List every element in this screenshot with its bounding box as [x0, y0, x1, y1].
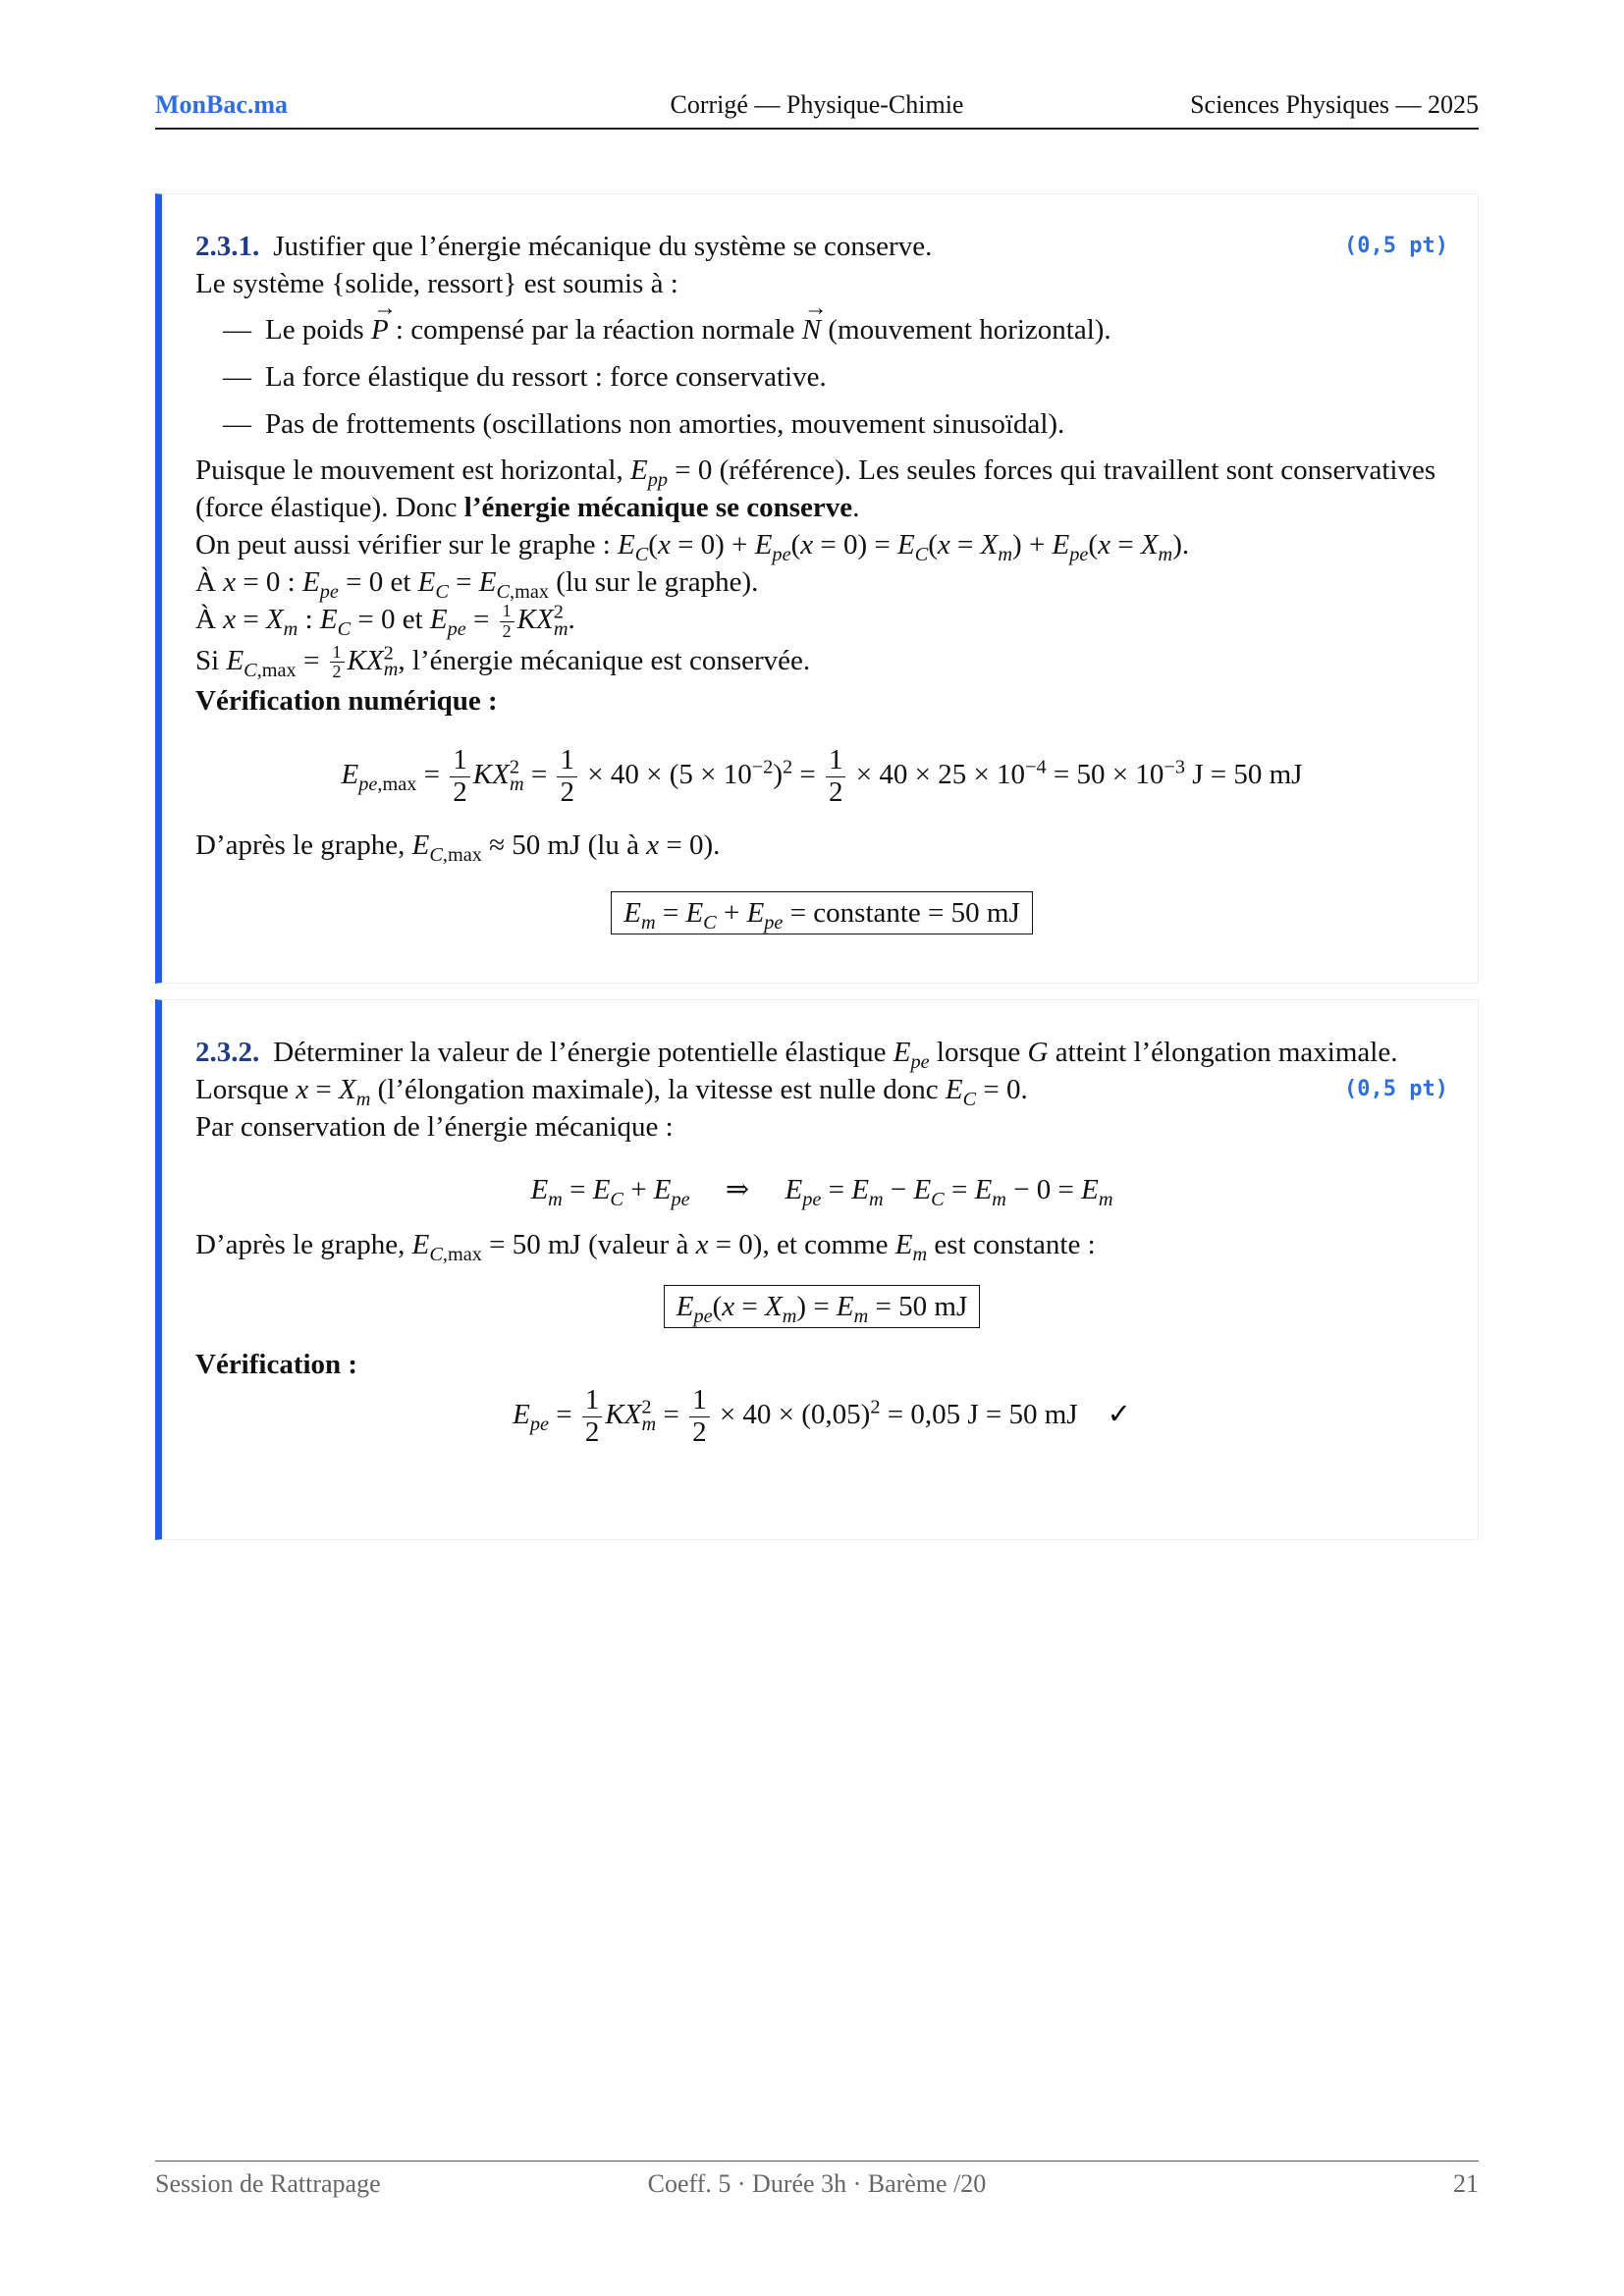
conservation-equation: $E_m = E_C + E_{pe}$ ⇒ $E_{pe} = E_m - E_C = E_m - 0 = E_m$ — [530, 1174, 1113, 1210]
header-subject: Sciences Physiques — 2025 — [1190, 90, 1479, 119]
page-number: 21 — [1453, 2169, 1479, 2198]
header-title: Corrigé — Physique-Chimie — [670, 90, 964, 119]
forces-list — [195, 310, 1448, 444]
points-badge: (0,5 pt) — [1344, 1077, 1448, 1101]
verification-title: Vérification numérique : — [195, 685, 498, 718]
case-xm: À $x = X_m$ : $E_C = 0$ et $E_{pe}$ = $\frac{1}{2}$ $KX^2_m$. — [195, 601, 575, 641]
verification-title: Vérification : — [195, 1349, 358, 1380]
page-header — [155, 90, 1479, 130]
question-statement — [195, 228, 1448, 265]
numeric-verification-equation: $E_{pe,max}$ = $\frac{1}{2}$ $KX^2_m$ = $\frac{1}{2}$ × $40 \times (5 \times 10^{-2})^2$ = $\frac{1}{2}$ × $40 \times 25 \times 10^{-4} = 50 \times 10^{-3}$ J = 50 mJ — [341, 744, 1303, 809]
graph-reading: D’après le graphe, $E_{C,max} \approx 50$ mJ (lu à x = 0). — [195, 829, 721, 866]
footer-session: Session de Rattrapage — [155, 2169, 381, 2198]
graph-reading: D’après le graphe, $E_{C,max} = 50$ mJ (valeur à x = 0), et comme $E_m$ est constante : — [195, 1229, 1096, 1265]
conservation-line: Par conservation de l’énergie mécanique : — [195, 1111, 674, 1143]
footer-info: Coeff. 5 · Durée 3h · Barème /20 — [647, 2169, 987, 2198]
graph-check-line: On peut aussi vérifier sur le graphe : $E_C(x = 0) + E_{pe}(x = 0) = E_C(x = X_m) + E_{pe}(x = X_m)$. — [195, 529, 1190, 565]
boxed-result: $E_{pe}(x = X_m) = E_m = 50$ mJ — [664, 1285, 981, 1328]
page-footer — [155, 2161, 1479, 2199]
verification-equation: $E_{pe}$ = $\frac{1}{2}$ $KX^2_m$ = $\frac{1}{2}$ × $40 \times (0,05)^2 = 0,05$ J = 50 mJ ✓ — [513, 1384, 1131, 1448]
list-item: — Pas de frottements (oscillations non amorties, mouvement sinusoïdal). — [223, 408, 1065, 440]
result-box-container — [195, 891, 1448, 934]
question-card-2-3-1 — [155, 193, 1479, 984]
zero-speed-line: Lorsque $x = X_m$ (l’élongation maximale), la vitesse est nulle donc $E_C = 0$. — [195, 1074, 1028, 1110]
case-x0: À x = 0 : $E_{pe} = 0$ et $E_C = E_{C,max}$ (lu sur le graphe). — [195, 566, 759, 603]
explanation-paragraph: Puisque le mouvement est horizontal, $E_{pp} = 0$ (référence). Les seules forces qui travaillent sont conservatives (force élastique). Donc l’énergie mécanique se conserve. — [195, 454, 1436, 523]
question-number: 2.3.1. — [195, 231, 260, 262]
points-badge: (0,5 pt) — [1344, 234, 1448, 258]
brand-link[interactable]: MonBac.ma — [155, 90, 289, 119]
result-box-container — [195, 1285, 1448, 1328]
list-item: — Le poids → P : compensé par la réaction normale → N (mouvement horizontal). — [223, 310, 1448, 349]
question-card-2-3-2 — [155, 999, 1479, 1540]
checkmark-icon: ✓ — [1107, 1399, 1131, 1431]
question-statement: 2.3.2. Déterminer la valeur de l’énergie potentielle élastique $E_{pe}$ lorsque G atteint l’élongation maximale. (0,5 pt) — [195, 1034, 1448, 1071]
question-text: Justifier que l’énergie mécanique du système se conserve. — [273, 231, 933, 262]
intro-text: Le système {solide, ressort} est soumis à : — [195, 268, 678, 299]
condition-line: Si $E_{C,max}$ = $\frac{1}{2}$ $KX^2_m$, l’énergie mécanique est conservée. — [195, 641, 811, 682]
list-item: — La force élastique du ressort : force conservative. — [223, 361, 827, 393]
boxed-result: $E_m = E_C + E_{pe}$ = constante = 50 mJ — [611, 891, 1033, 934]
question-number: 2.3.2. — [195, 1037, 260, 1068]
